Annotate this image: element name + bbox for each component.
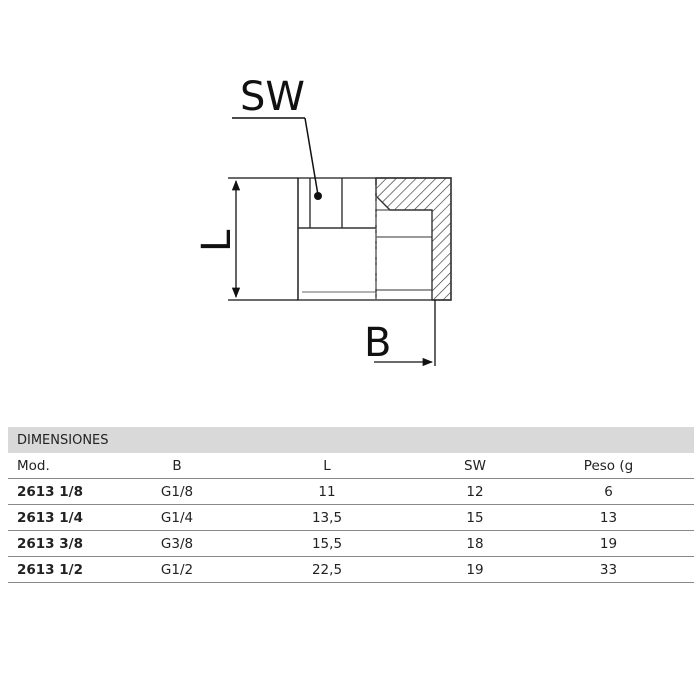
label-b: B bbox=[364, 320, 392, 366]
hatched-section bbox=[376, 178, 451, 300]
cell-mod: 2613 1/8 bbox=[8, 479, 127, 505]
table-row bbox=[8, 479, 694, 505]
sw-leader bbox=[232, 118, 318, 195]
cell-mod: 2613 3/8 bbox=[8, 531, 127, 557]
cell-peso: 33 bbox=[523, 557, 694, 583]
table-title-row bbox=[8, 427, 694, 453]
cell-l: 22,5 bbox=[227, 557, 427, 583]
table-header-row bbox=[8, 453, 694, 479]
cell-sw: 18 bbox=[427, 531, 523, 557]
cell-l: 13,5 bbox=[227, 505, 427, 531]
cell-b: G1/4 bbox=[127, 505, 227, 531]
cell-sw: 19 bbox=[427, 557, 523, 583]
cell-sw: 12 bbox=[427, 479, 523, 505]
label-sw: SW bbox=[240, 74, 305, 120]
cell-b: G1/8 bbox=[127, 479, 227, 505]
header-sw: SW bbox=[427, 453, 523, 479]
table-title: DIMENSIONES bbox=[8, 427, 694, 453]
cell-l: 15,5 bbox=[227, 531, 427, 557]
header-b: B bbox=[127, 453, 227, 479]
cell-l: 11 bbox=[227, 479, 427, 505]
header-mod: Mod. bbox=[8, 453, 127, 479]
cell-sw: 15 bbox=[427, 505, 523, 531]
table-row bbox=[8, 531, 694, 557]
cell-mod: 2613 1/2 bbox=[8, 557, 127, 583]
header-l: L bbox=[227, 453, 427, 479]
table-row bbox=[8, 505, 694, 531]
cell-peso: 19 bbox=[523, 531, 694, 557]
cell-b: G1/2 bbox=[127, 557, 227, 583]
sw-leader-dot bbox=[314, 192, 322, 200]
header-peso: Peso (g bbox=[523, 453, 694, 479]
cell-peso: 6 bbox=[523, 479, 694, 505]
dimensions-table bbox=[8, 427, 694, 583]
table-row bbox=[8, 557, 694, 583]
label-l: L bbox=[194, 229, 240, 252]
cell-peso: 13 bbox=[523, 505, 694, 531]
cell-mod: 2613 1/4 bbox=[8, 505, 127, 531]
cell-b: G3/8 bbox=[127, 531, 227, 557]
